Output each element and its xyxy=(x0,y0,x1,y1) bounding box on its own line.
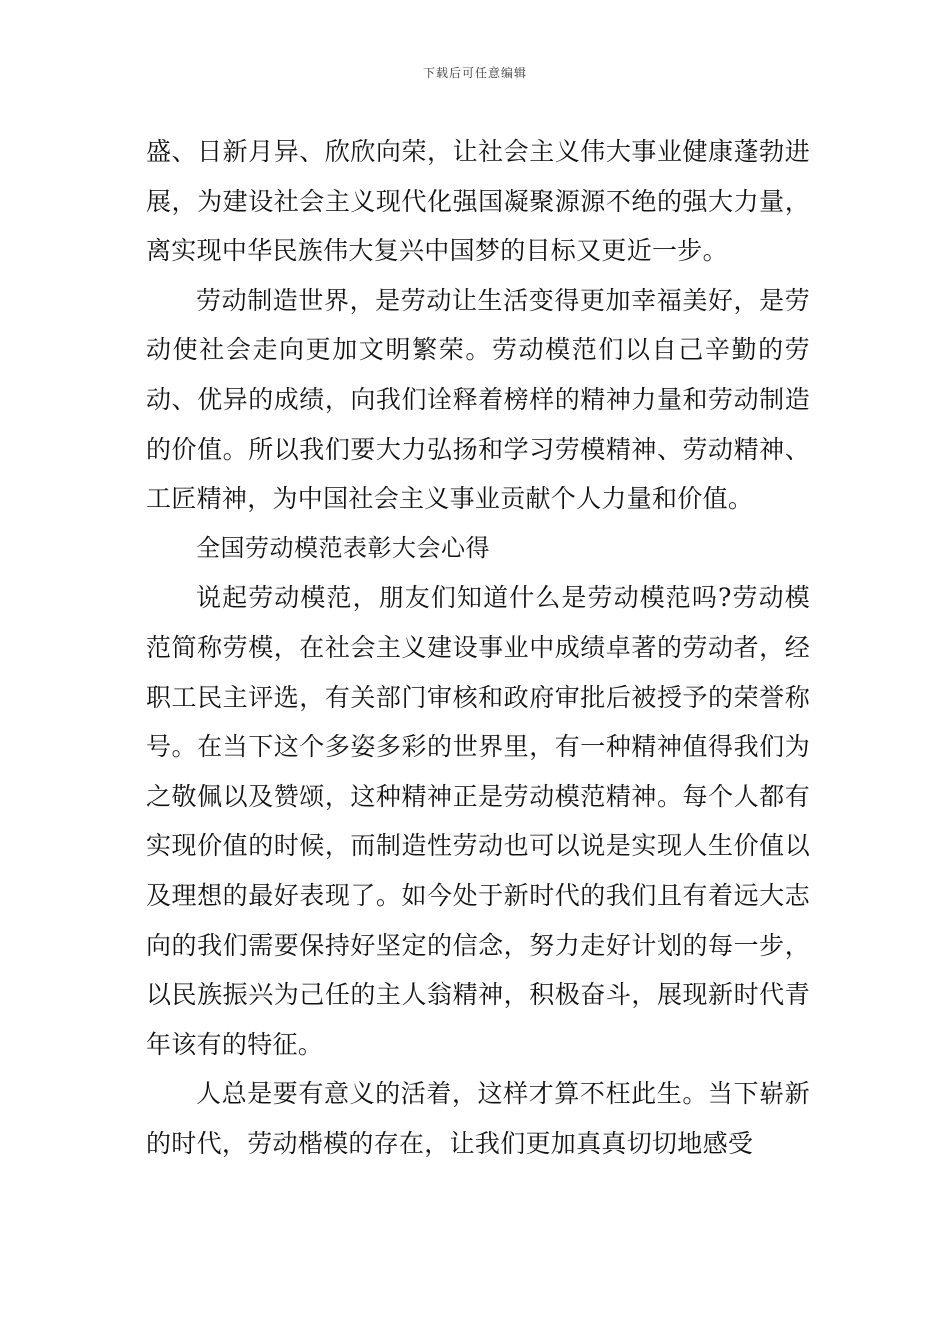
paragraph-labor-creates-world: 劳动制造世界，是劳动让生活变得更加幸福美好，是劳动使社会走向更加文明繁荣。劳动模范们以自己辛勤的劳动、优异的成绩，向我们诠释着榜样的精神力量和劳动制造的价值。所以我们要大力弘扬和学习劳模精神、劳动精神、工匠精神，为中国社会主义事业贡献个人力量和价值。 xyxy=(146,285,810,514)
paragraph-continuation: 盛、日新月异、欣欣向荣，让社会主义伟大事业健康蓬勃进展，为建设社会主义现代化强国凝聚源源不绝的强大力量，离实现中华民族伟大复兴中国梦的目标又更近一步。 xyxy=(146,137,810,266)
page-header-note: 下载后可任意编辑 xyxy=(422,66,527,80)
paragraph-labor-model-definition: 说起劳动模范，朋友们知道什么是劳动模范吗?劳动模范简称劳模，在社会主义建设事业中成绩卓著的劳动者，经职工民主评选，有关部门审核和政府审批后被授予的荣誉称号。在当下这个多姿多彩的世界里，有一种精神值得我们为之敬佩以及赞颂，这种精神正是劳动模范精神。每个人都有实现价值的时候，而制造性劳动也可以说是实现人生价值以及理想的最好表现了。如今处于新时代的我们且有着远大志向的我们需要保持好坚定的信念，努力走好计划的每一步，以民族振兴为己任的主人翁精神，积极奋斗，展现新时代青年该有的特征。 xyxy=(146,583,810,1059)
paragraph-meaningful-life: 人总是要有意义的活着，这样才算不枉此生。当下崭新的时代，劳动楷模的存在，让我们更加真真切切地感受 xyxy=(146,1079,810,1158)
section-heading: 全国劳动模范表彰大会心得 xyxy=(196,533,490,562)
document-body xyxy=(146,127,810,1168)
